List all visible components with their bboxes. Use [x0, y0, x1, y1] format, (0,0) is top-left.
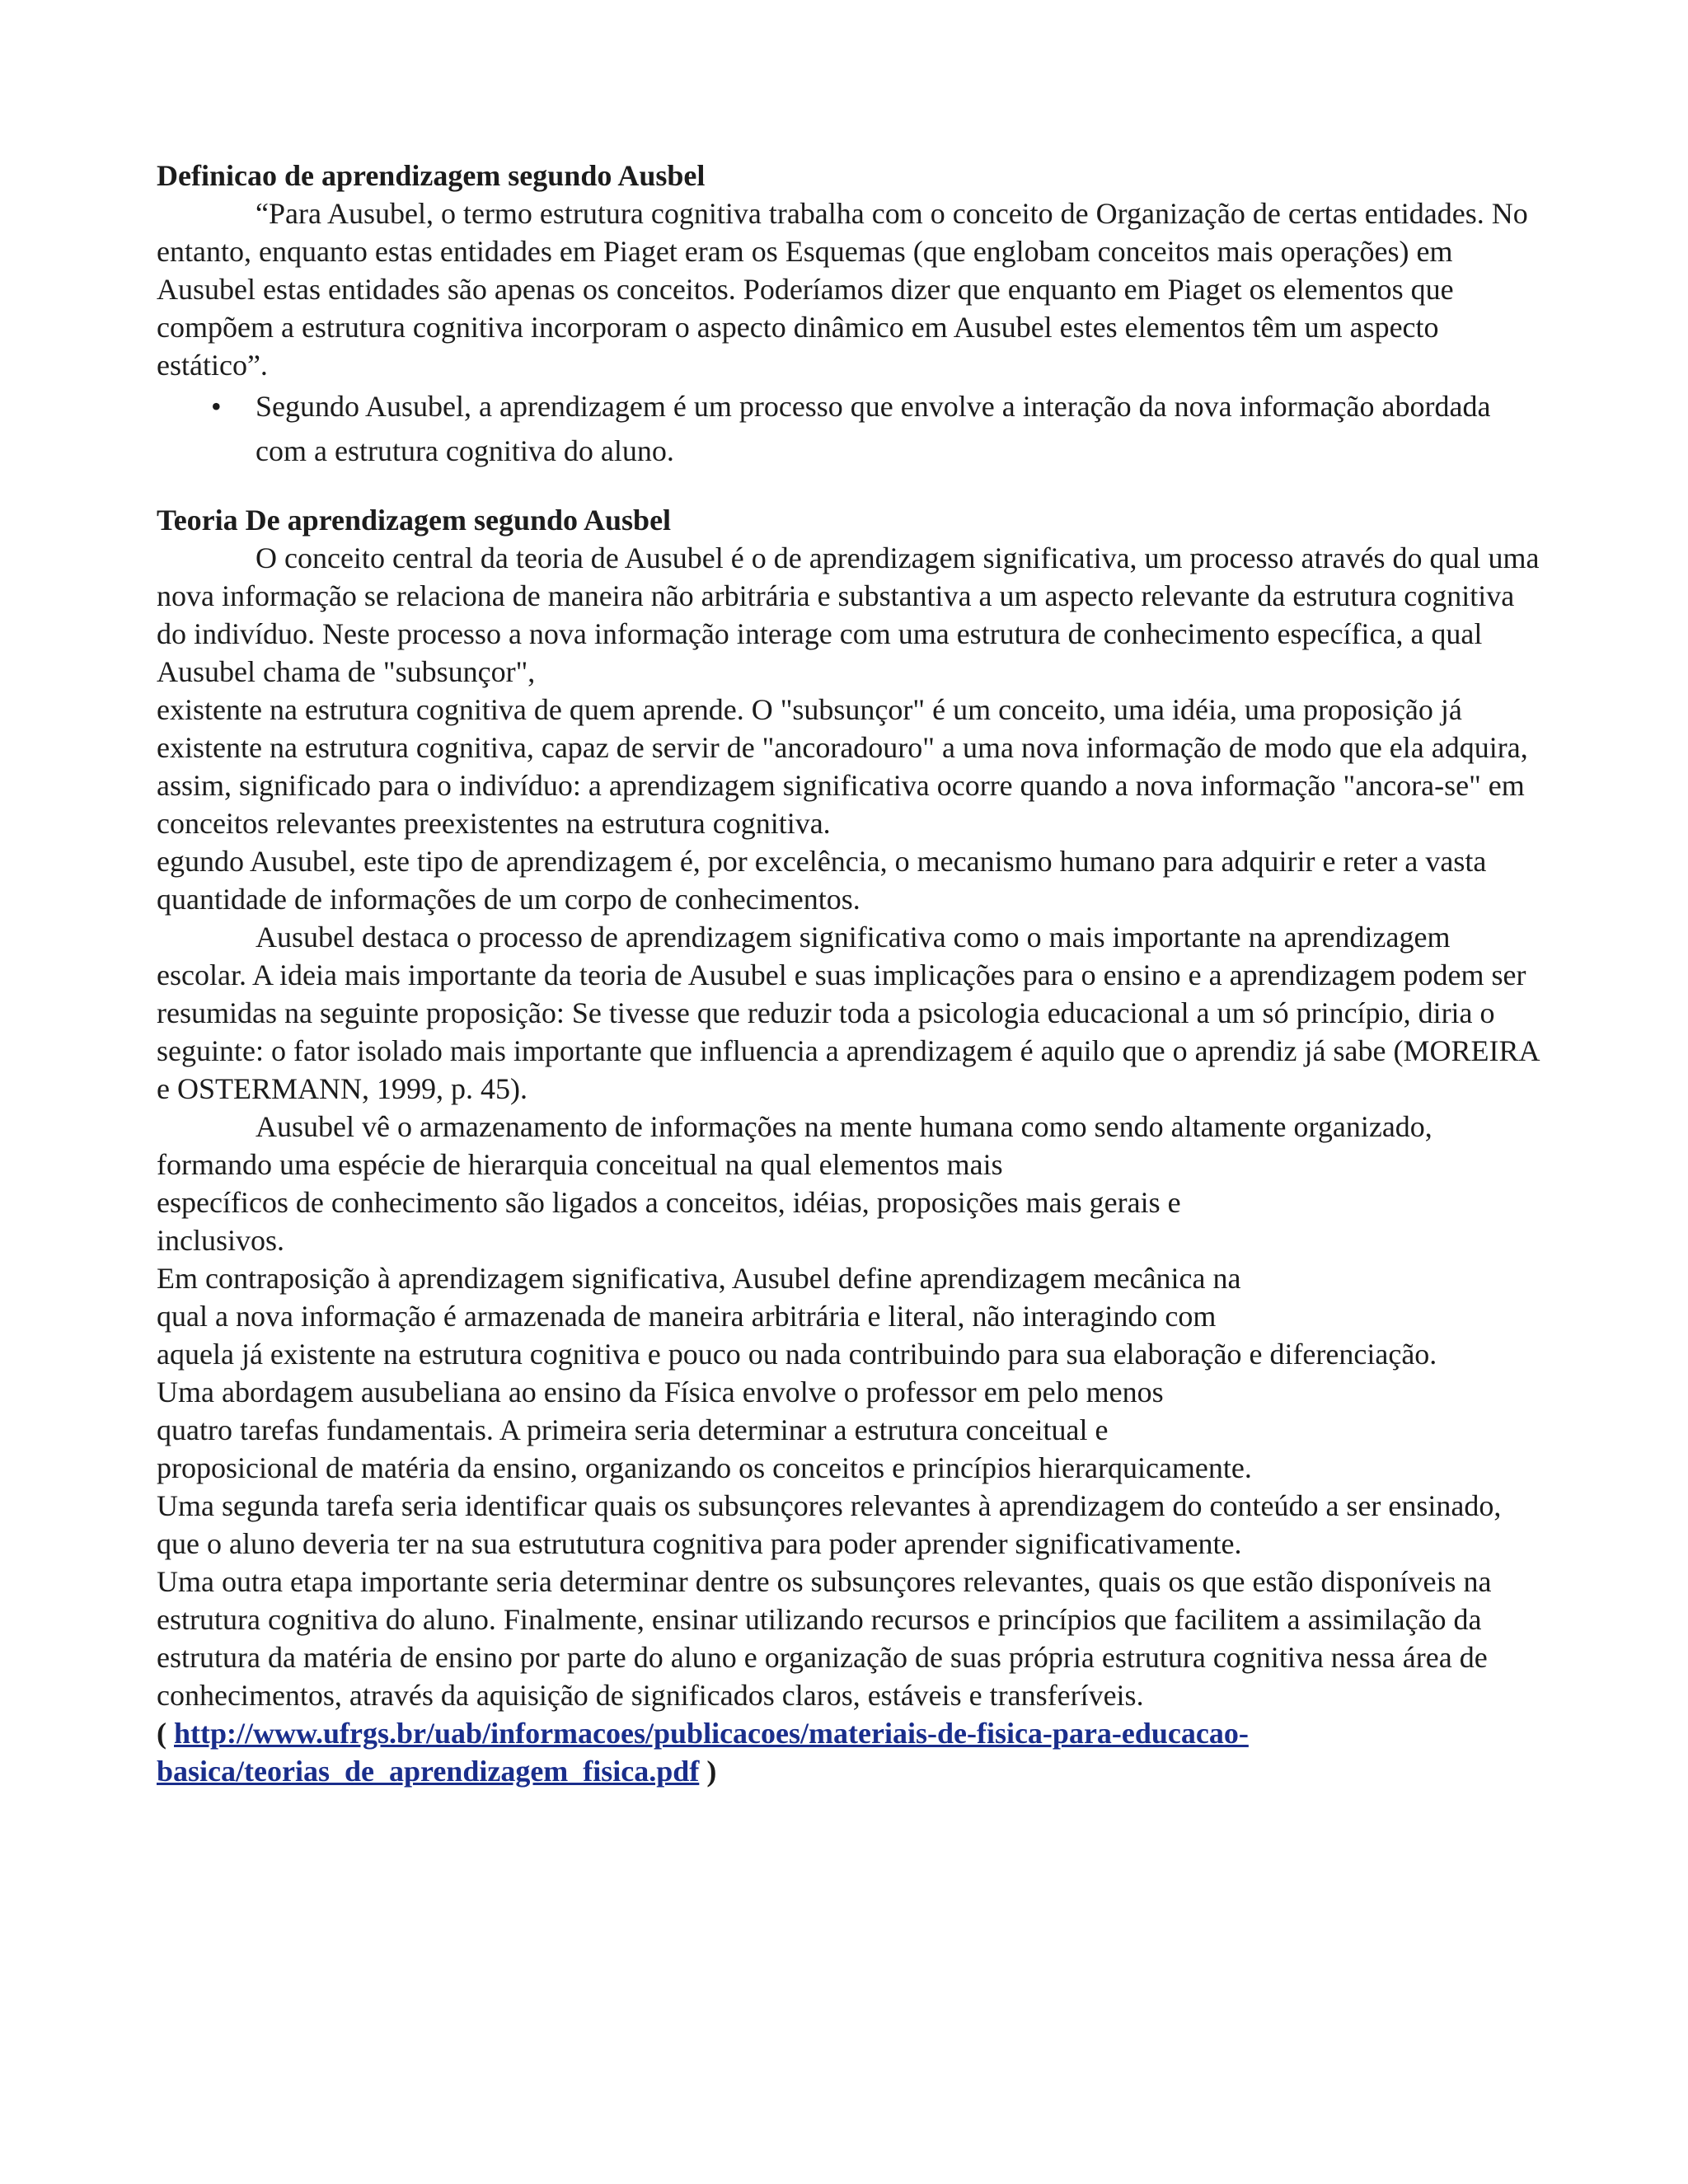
bullet-list — [157, 384, 1541, 473]
paragraph-abordagem-line1: Uma abordagem ausubeliana ao ensino da Física envolve o professor em pelo menos — [157, 1376, 1164, 1408]
paragraph-segunda-tarefa: Uma segunda tarefa seria identificar quais os subsunçores relevantes à aprendizagem do conteúdo a ser ensinado, que o aluno deveria ter na sua estrututura cognitiva para poder aprender significativamente. — [157, 1489, 1502, 1560]
bullet-icon: • — [211, 390, 222, 423]
paragraph-subsuncor: existente na estrutura cognitiva de quem aprende. O "subsunçor" é um conceito, uma idéia, uma proposição já existente na estrutura cognitiva, capaz de servir de "ancoradouro" a uma nova informação de modo que ela adquira, assim, significado para o indivíduo: a aprendizagem significativa ocorre quando a nova informação "ancora-se" em conceitos relevantes preexistentes na estrutura cognitiva. — [157, 693, 1528, 840]
paragraph-outra-etapa: Uma outra etapa importante seria determinar dentre os subsunçores relevantes, quais os que estão disponíveis na estrutura cognitiva do aluno. Finalmente, ensinar utilizando recursos e princípios que facilitem a assimilação da estrutura da matéria de ensino por parte do aluno e organização de suas própria estrutura cognitiva nessa área de conhecimentos, através da aquisição de significados claros, estáveis e transferíveis. — [157, 1565, 1492, 1712]
section-heading-teoria: Teoria De aprendizagem segundo Ausbel — [157, 504, 672, 537]
paragraph-aprendizagem-escolar: Ausubel destaca o processo de aprendizagem significativa como o mais importante na aprendizagem escolar. A ideia mais importante da teoria de Ausubel e suas implicações para o ensino e a aprendizagem podem ser resumidas na seguinte proposição: Se tivesse que reduzir toda a psicologia educacional a um só princípio, diria o seguinte: o fator isolado mais importante que influencia a aprendizagem é aquilo que o aprendiz já sabe (MOREIRA e OSTERMANN, 1999, p. 45). — [157, 921, 1539, 1105]
document-page — [157, 157, 1541, 1790]
paragraph-armazenamento-line1: Ausubel vê o armazenamento de informações na mente humana como sendo altamente organizado, formando uma espécie de hierarquia conceitual na qual elementos mais — [157, 1110, 1432, 1181]
section-spacer — [157, 473, 1541, 501]
paragraph-mecanica-line1: Em contraposição à aprendizagem significativa, Ausubel define aprendizagem mecânica na — [157, 1262, 1241, 1295]
source-citation — [157, 1714, 1541, 1790]
paragraph-mecanismo: egundo Ausubel, este tipo de aprendizagem é, por excelência, o mecanismo humano para adquirir e reter a vasta quantidade de informações de um corpo de conhecimentos. — [157, 845, 1487, 916]
bullet-text: Segundo Ausubel, a aprendizagem é um processo que envolve a interação da nova informação abordada com a estrutura cognitiva do aluno. — [256, 390, 1491, 467]
source-link-line1: http://www.ufrgs.br/uab/informacoes/publicacoes/materiais-de-fisica-para-educacao- — [174, 1717, 1249, 1750]
paragraph-armazenamento-line3: inclusivos. — [157, 1224, 285, 1257]
source-close-paren: ) — [699, 1755, 717, 1788]
paragraph-abordagem-line3: proposicional de matéria da ensino, organizando os conceitos e princípios hierarquicamente. — [157, 1451, 1252, 1484]
source-link-line2: basica/teorias_de_aprendizagem_fisica.pdf — [157, 1755, 700, 1788]
paragraph-abordagem-line2: quatro tarefas fundamentais. A primeira seria determinar a estrutura conceitual e — [157, 1413, 1109, 1446]
quote-paragraph: “Para Ausubel, o termo estrutura cognitiva trabalha com o conceito de Organização de certas entidades. No entanto, enquanto estas entidades em Piaget eram os Esquemas (que englobam conceitos mais operações) em Ausubel estas entidades são apenas os conceitos. Poderíamos dizer que enquanto em Piaget os elementos que compõem a estrutura cognitiva incorporam o aspecto dinâmico em Ausubel estes elementos têm um aspecto estático”. — [157, 197, 1528, 382]
list-item — [157, 384, 1541, 473]
paragraph-mecanica-line3: aquela já existente na estrutura cognitiva e pouco ou nada contribuindo para sua elaboração e diferenciação. — [157, 1338, 1437, 1371]
source-open-paren: ( — [157, 1717, 174, 1750]
section-heading-definicao: Definicao de aprendizagem segundo Ausbel — [157, 159, 706, 192]
paragraph-central-concept: O conceito central da teoria de Ausubel é o de aprendizagem significativa, um processo através do qual uma nova informação se relaciona de maneira não arbitrária e substantiva a um aspecto relevante da estrutura cognitiva do indivíduo. Neste processo a nova informação interage com uma estrutura de conhecimento específica, a qual Ausubel chama de "subsunçor", — [157, 541, 1540, 688]
paragraph-mecanica-line2: qual a nova informação é armazenada de maneira arbitrária e literal, não interagindo com — [157, 1300, 1217, 1333]
paragraph-armazenamento-line2: específicos de conhecimento são ligados a conceitos, idéias, proposições mais gerais e — [157, 1186, 1181, 1219]
